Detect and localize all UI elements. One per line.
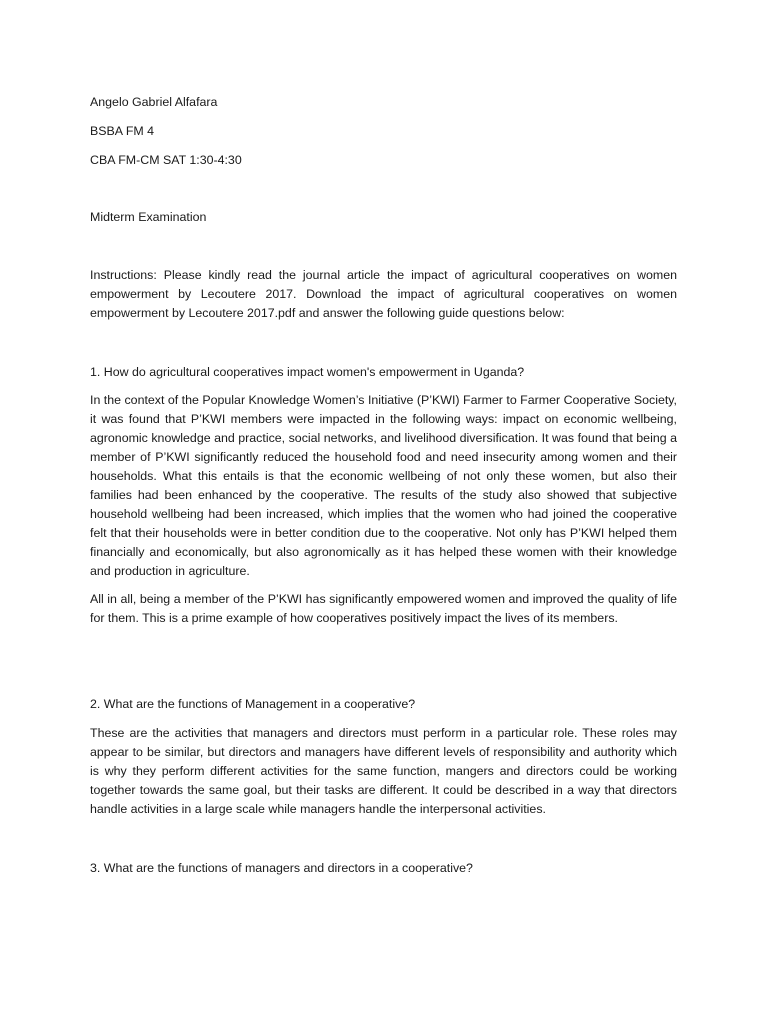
answer-2-paragraph-1: These are the activities that managers and directors must perform in a particular role. These roles may appear to be similar, but directors and managers have different levels of responsibility and authority which is why they perform different activities for the same function, mangers and directors could be working together towards the same goal, but their tasks are different. It could be described in a way that directors handle activities in a large scale while managers handle the interpersonal activities. (90, 726, 677, 816)
question-1: 1. How do agricultural cooperatives impact women's empowerment in Uganda? (90, 365, 525, 379)
question-3: 3. What are the functions of managers and directors in a cooperative? (90, 861, 473, 875)
answer-1-paragraph-2: All in all, being a member of the P’KWI has significantly empowered women and improved the quality of life for them. This is a prime example of how cooperatives positively impact the lives of its members. (90, 592, 677, 625)
answer-1-paragraph-1: In the context of the Popular Knowledge Women’s Initiative (P’KWI) Farmer to Farmer Cooperative Society, it was found that P’KWI members were impacted in the following ways: impact on economic wellbeing, agronomic knowledge and practice, social networks, and livelihood diversification. It was found that being a member of P’KWI significantly reduced the household food and need insecurity among women and their households. What this entails is that the economic wellbeing of not only these women, but also their families had been enhanced by the cooperative. The results of the study also showed that subjective household wellbeing had been increased, which implies that the women who had joined the cooperative felt that their households were in better condition due to the cooperative. Not only has P’KWI helped them financially and economically, but also agronomically as it has helped these women with their knowledge and production in agriculture. (90, 393, 677, 578)
question-2: 2. What are the functions of Management in a cooperative? (90, 697, 416, 711)
instructions-paragraph: Instructions: Please kindly read the journal article the impact of agricultural cooperatives on women empowerment by Lecoutere 2017. Download the impact of agricultural cooperatives on women empowerment by Lecoutere 2017.pdf and answer the following guide questions below: (90, 268, 677, 320)
exam-title: Midterm Examination (90, 210, 207, 224)
student-name: Angelo Gabriel Alfafara (90, 95, 218, 109)
class-schedule: CBA FM-CM SAT 1:30-4:30 (90, 153, 242, 167)
course-code: BSBA FM 4 (90, 124, 155, 138)
